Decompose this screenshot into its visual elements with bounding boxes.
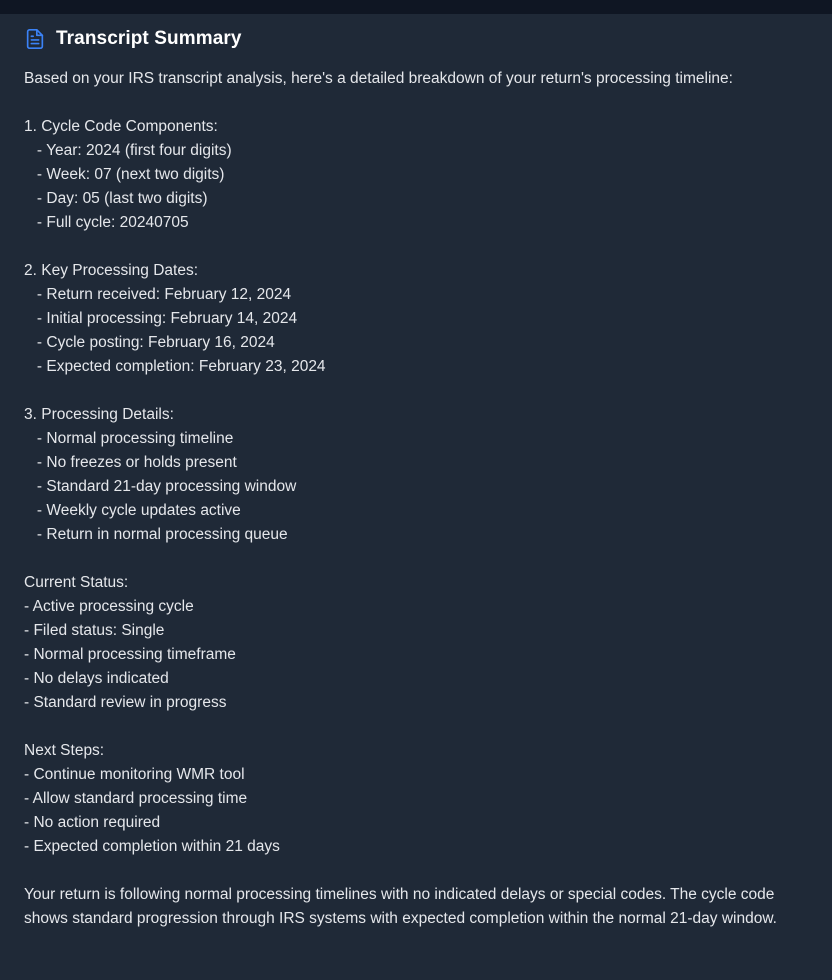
top-bar	[0, 0, 832, 14]
document-icon	[24, 28, 46, 50]
summary-text: Based on your IRS transcript analysis, here's a detailed breakdown of your return's processing timeline: 1. Cycle Code Components: - Year: 2024 (first four digits) - Week: 07 (next two digits) - Day: 05 (last two digits) - Full cycle: 20240705 2. Key Processing Dates: - Return received: February 12, 2024 - Initial processing: February 14, 2024 - Cycle posting: February 16, 2024 - Expected completion: February 23, 2024 3. Processing Details: - Normal processing timeline - No freezes or holds present - Standard 21-day processing window - Weekly cycle updates active - Return in normal processing queue Current Status: - Active processing cycle - Filed status: Single - Normal processing timeframe - No delays indicated - Standard review in progress Next Steps: - Continue monitoring WMR tool - Allow standard processing time - No action required - Expected completion within 21 days Your return is following normal processing timelines with no indicated delays or special codes. The cycle code shows standard progression through IRS systems with expected completion within the normal 21-day window.	[24, 70, 777, 927]
summary-header	[24, 26, 808, 52]
transcript-summary-panel	[0, 14, 832, 980]
summary-title: Transcript Summary	[56, 28, 242, 49]
